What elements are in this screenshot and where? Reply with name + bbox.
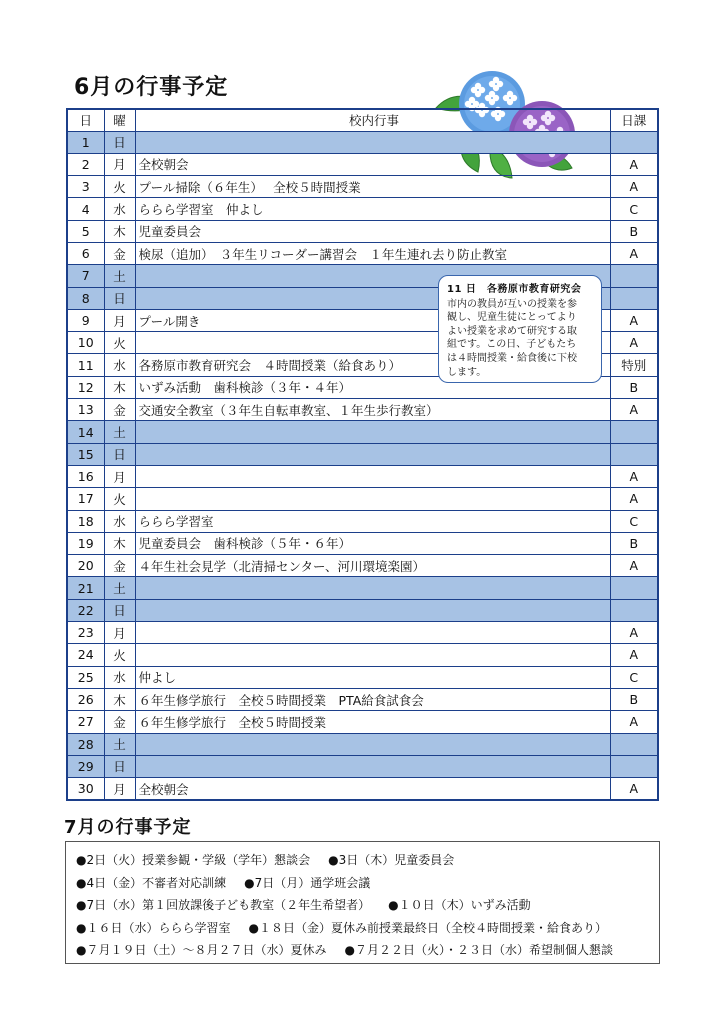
- event-cell: 児童委員会 歯科検診（５年・６年）: [135, 532, 610, 554]
- weekday-cell: 月: [104, 778, 135, 800]
- research-meeting-callout: [438, 275, 602, 383]
- table-row: [67, 488, 658, 510]
- day-cell: 4: [67, 198, 104, 220]
- callout-line: よい授業を求めて研究する取: [447, 325, 577, 337]
- day-cell: 27: [67, 711, 104, 733]
- day-cell: 15: [67, 443, 104, 465]
- class-schedule-cell: [610, 733, 658, 755]
- weekday-cell: 日: [104, 131, 135, 153]
- day-cell: 7: [67, 265, 104, 287]
- table-row: [67, 711, 658, 733]
- weekday-cell: 土: [104, 421, 135, 443]
- class-schedule-cell: A: [610, 242, 658, 264]
- class-schedule-cell: [610, 443, 658, 465]
- class-schedule-cell: B: [610, 688, 658, 710]
- day-cell: 1: [67, 131, 104, 153]
- weekday-cell: 木: [104, 532, 135, 554]
- header-weekday: 曜: [104, 109, 135, 131]
- class-schedule-cell: C: [610, 510, 658, 532]
- day-cell: 28: [67, 733, 104, 755]
- class-schedule-cell: [610, 755, 658, 777]
- table-row: [67, 532, 658, 554]
- table-row: [67, 510, 658, 532]
- weekday-cell: 火: [104, 176, 135, 198]
- event-cell: 検尿（追加） ３年生リコーダー講習会 １年生連れ去り防止教室: [135, 242, 610, 264]
- july-event: ●７月２２日（火）・２３日（水）希望制個人懇談: [344, 943, 613, 958]
- july-events-box: [65, 841, 660, 964]
- class-schedule-cell: B: [610, 532, 658, 554]
- table-row: [67, 688, 658, 710]
- table-row: [67, 599, 658, 621]
- class-schedule-cell: A: [610, 176, 658, 198]
- june-title: 6月の行事予定: [74, 75, 229, 100]
- event-cell: ６年生修学旅行 全校５時間授業 PTA給食試食会: [135, 688, 610, 710]
- day-cell: 9: [67, 309, 104, 331]
- event-cell: [135, 577, 610, 599]
- weekday-cell: 水: [104, 666, 135, 688]
- weekday-cell: 月: [104, 465, 135, 487]
- event-cell: [135, 421, 610, 443]
- day-cell: 10: [67, 332, 104, 354]
- day-cell: 26: [67, 688, 104, 710]
- table-row: [67, 465, 658, 487]
- weekday-cell: 日: [104, 287, 135, 309]
- weekday-cell: 土: [104, 265, 135, 287]
- class-schedule-cell: C: [610, 198, 658, 220]
- class-schedule-cell: A: [610, 465, 658, 487]
- july-event: ●７月１９日（土）～８月２７日（水）夏休み: [76, 943, 327, 958]
- callout-line: 市内の教員が互いの授業を参: [447, 298, 577, 310]
- weekday-cell: 日: [104, 755, 135, 777]
- july-line: [76, 849, 651, 872]
- day-cell: 21: [67, 577, 104, 599]
- class-schedule-cell: [610, 131, 658, 153]
- class-schedule-cell: A: [610, 644, 658, 666]
- event-cell: [135, 131, 610, 153]
- event-cell: 児童委員会: [135, 220, 610, 242]
- table-row: [67, 443, 658, 465]
- class-schedule-cell: B: [610, 376, 658, 398]
- day-cell: 22: [67, 599, 104, 621]
- header-day: 日: [67, 109, 104, 131]
- class-schedule-cell: [610, 265, 658, 287]
- event-cell: ６年生修学旅行 全校５時間授業: [135, 711, 610, 733]
- class-schedule-cell: A: [610, 778, 658, 800]
- event-cell: [135, 622, 610, 644]
- day-cell: 8: [67, 287, 104, 309]
- header-class-schedule: 日課: [610, 109, 658, 131]
- weekday-cell: 月: [104, 309, 135, 331]
- weekday-cell: 金: [104, 242, 135, 264]
- table-header-row: [67, 109, 658, 131]
- table-row: [67, 778, 658, 800]
- weekday-cell: 水: [104, 510, 135, 532]
- day-cell: 19: [67, 532, 104, 554]
- weekday-cell: 金: [104, 399, 135, 421]
- day-cell: 20: [67, 555, 104, 577]
- event-cell: [135, 443, 610, 465]
- event-cell: [135, 465, 610, 487]
- july-event: ●7日（月）通学班会議: [244, 875, 371, 890]
- day-cell: 6: [67, 242, 104, 264]
- weekday-cell: 日: [104, 599, 135, 621]
- table-row: [67, 644, 658, 666]
- day-cell: 5: [67, 220, 104, 242]
- weekday-cell: 日: [104, 443, 135, 465]
- july-event: ●4日（金）不審者対応訓練: [76, 875, 227, 890]
- table-row: [67, 399, 658, 421]
- event-cell: 全校朝会: [135, 153, 610, 175]
- june-schedule-table: [66, 108, 659, 801]
- july-line: [76, 872, 651, 895]
- july-event: ●3日（木）児童委員会: [328, 853, 455, 867]
- july-event: ●2日（火）授業参観・学級（学年）懇談会: [76, 853, 311, 867]
- class-schedule-cell: [610, 577, 658, 599]
- weekday-cell: 土: [104, 577, 135, 599]
- event-cell: [135, 599, 610, 621]
- day-cell: 29: [67, 755, 104, 777]
- day-cell: 2: [67, 153, 104, 175]
- weekday-cell: 水: [104, 198, 135, 220]
- table-row: [67, 555, 658, 577]
- table-row: [67, 666, 658, 688]
- class-schedule-cell: [610, 287, 658, 309]
- callout-line: 組です。この日、子どもたち: [447, 339, 577, 351]
- day-cell: 16: [67, 465, 104, 487]
- weekday-cell: 金: [104, 711, 135, 733]
- event-cell: 各務原市教育研究会 ４時間授業（給食あり）: [135, 354, 610, 376]
- day-cell: 25: [67, 666, 104, 688]
- event-cell: プール開き: [135, 309, 610, 331]
- event-cell: [135, 488, 610, 510]
- weekday-cell: 金: [104, 555, 135, 577]
- event-cell: [135, 733, 610, 755]
- weekday-cell: 月: [104, 622, 135, 644]
- july-line: [76, 939, 651, 962]
- callout-line: します。: [447, 366, 487, 378]
- day-cell: 24: [67, 644, 104, 666]
- july-line: [76, 917, 651, 940]
- table-row: [67, 176, 658, 198]
- day-cell: 13: [67, 399, 104, 421]
- class-schedule-cell: 特別: [610, 354, 658, 376]
- day-cell: 14: [67, 421, 104, 443]
- header-events: 校内行事: [135, 109, 610, 131]
- weekday-cell: 木: [104, 376, 135, 398]
- day-cell: 30: [67, 778, 104, 800]
- day-cell: 3: [67, 176, 104, 198]
- event-cell: [135, 755, 610, 777]
- event-cell: ４年生社会見学（北清掃センター、河川環境楽園）: [135, 555, 610, 577]
- july-event: ●１６日（水）ららら学習室: [76, 920, 231, 935]
- table-row: [67, 421, 658, 443]
- event-cell: 交通安全教室（３年生自転車教室、１年生歩行教室）: [135, 399, 610, 421]
- table-row: [67, 577, 658, 599]
- weekday-cell: 土: [104, 733, 135, 755]
- day-cell: 17: [67, 488, 104, 510]
- event-cell: ららら学習室: [135, 510, 610, 532]
- class-schedule-cell: [610, 421, 658, 443]
- day-cell: 12: [67, 376, 104, 398]
- day-cell: 18: [67, 510, 104, 532]
- class-schedule-cell: A: [610, 555, 658, 577]
- july-event: ●１０日（木）いずみ活動: [388, 898, 531, 913]
- table-row: [67, 220, 658, 242]
- day-cell: 23: [67, 622, 104, 644]
- event-cell: ららら学習室 仲よし: [135, 198, 610, 220]
- june-schedule-body: [67, 131, 658, 800]
- weekday-cell: 火: [104, 488, 135, 510]
- class-schedule-cell: A: [610, 711, 658, 733]
- event-cell: プール掃除（６年生） 全校５時間授業: [135, 176, 610, 198]
- table-row: [67, 131, 658, 153]
- callout-line: は４時間授業・給食後に下校: [447, 352, 577, 364]
- class-schedule-cell: A: [610, 309, 658, 331]
- class-schedule-cell: A: [610, 622, 658, 644]
- weekday-cell: 火: [104, 644, 135, 666]
- table-row: [67, 622, 658, 644]
- table-row: [67, 242, 658, 264]
- class-schedule-cell: A: [610, 332, 658, 354]
- july-line: [76, 894, 651, 917]
- july-event: ●7日（水）第１回放課後子ども教室（２年生希望者）: [76, 898, 371, 913]
- weekday-cell: 水: [104, 354, 135, 376]
- weekday-cell: 火: [104, 332, 135, 354]
- table-row: [67, 198, 658, 220]
- class-schedule-cell: C: [610, 666, 658, 688]
- table-row: [67, 733, 658, 755]
- weekday-cell: 木: [104, 688, 135, 710]
- table-row: [67, 153, 658, 175]
- day-cell: 11: [67, 354, 104, 376]
- callout-title: 11 日 各務原市教育研究会: [447, 284, 582, 295]
- table-row: [67, 755, 658, 777]
- callout-line: 観し、児童生徒にとってより: [447, 312, 577, 324]
- event-cell: 全校朝会: [135, 778, 610, 800]
- class-schedule-cell: [610, 599, 658, 621]
- event-cell: いずみ活動 歯科検診（３年・４年）: [135, 376, 610, 398]
- event-cell: [135, 644, 610, 666]
- july-title: 7月の行事予定: [64, 817, 192, 838]
- class-schedule-cell: A: [610, 153, 658, 175]
- event-cell: 仲よし: [135, 666, 610, 688]
- weekday-cell: 月: [104, 153, 135, 175]
- class-schedule-cell: A: [610, 488, 658, 510]
- weekday-cell: 木: [104, 220, 135, 242]
- class-schedule-cell: B: [610, 220, 658, 242]
- july-event: ●１８日（金）夏休み前授業最終日（全校４時間授業・給食あり）: [248, 920, 607, 935]
- class-schedule-cell: A: [610, 399, 658, 421]
